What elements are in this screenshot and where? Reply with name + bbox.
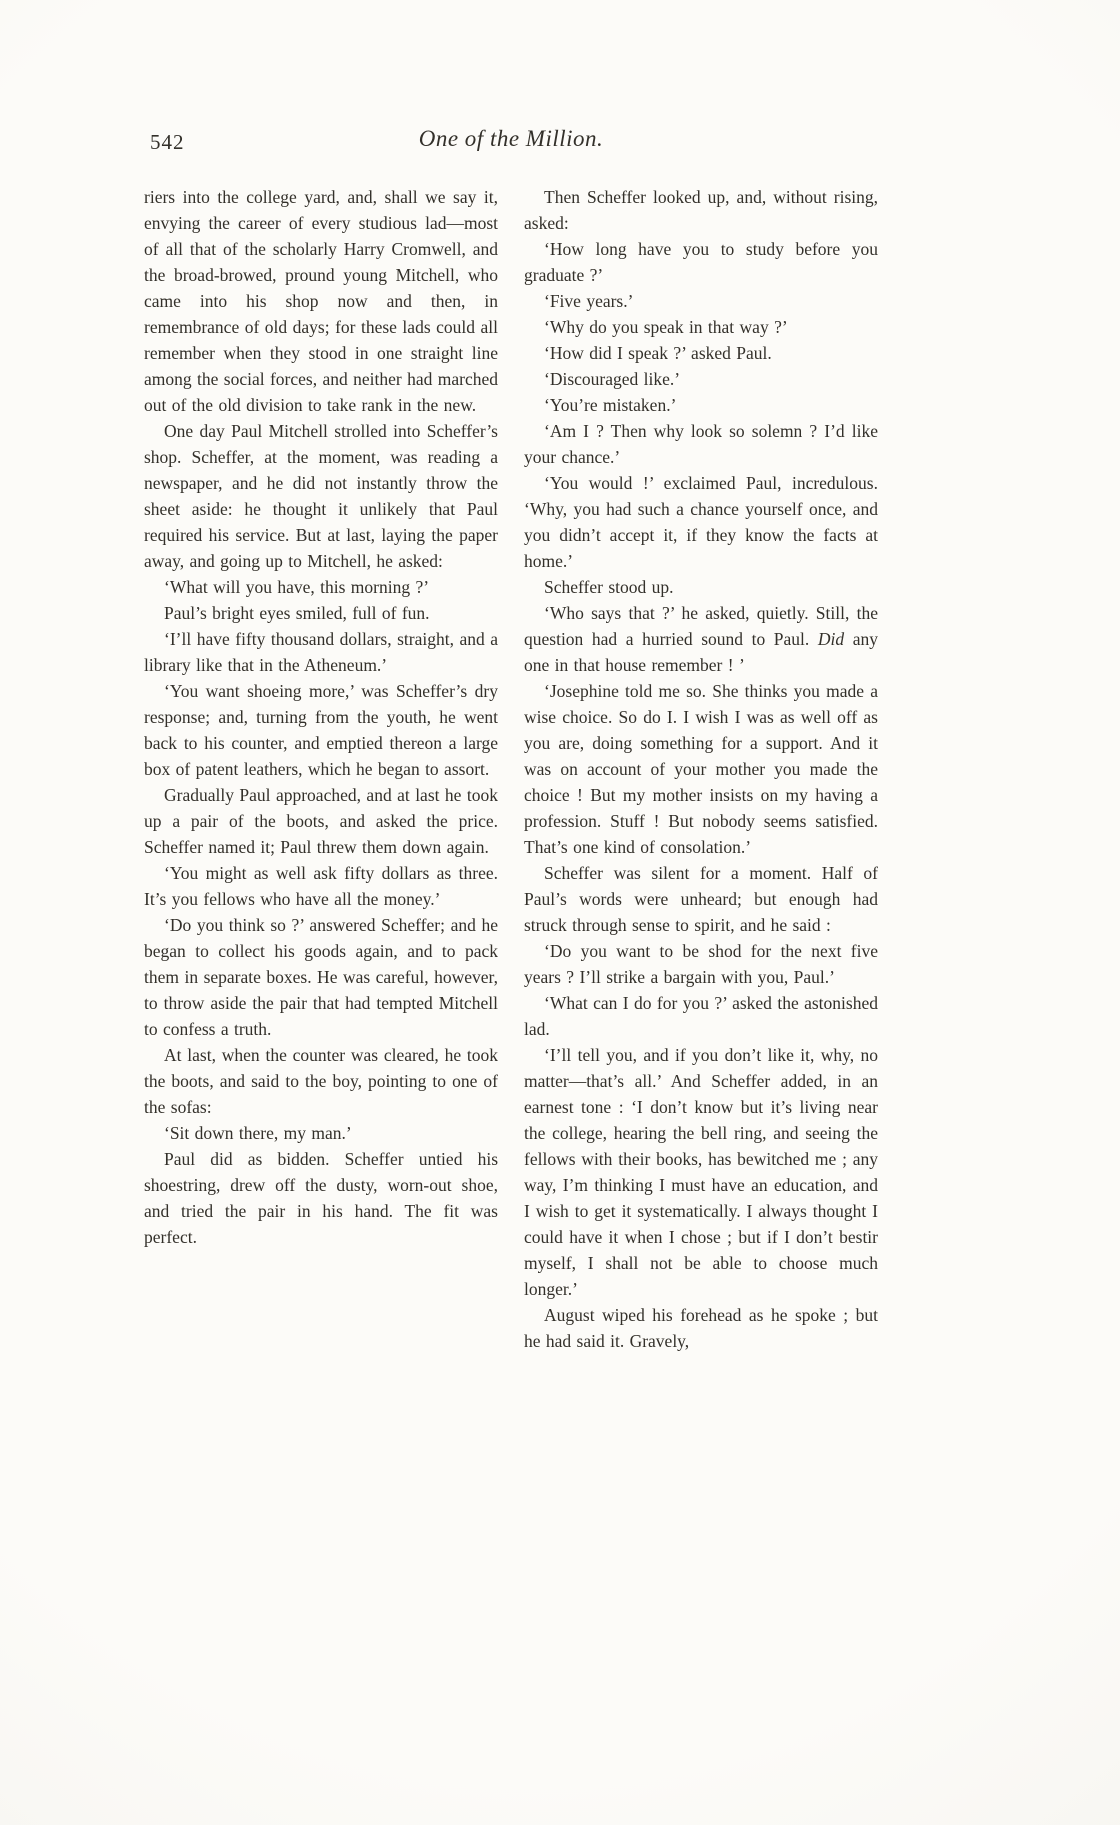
paragraph: ‘Discouraged like.’: [544, 369, 681, 389]
paragraph: Then Scheffer looked up, and, without rising, asked:: [524, 187, 878, 233]
text-columns: [144, 184, 878, 1354]
paragraph: ‘How long have you to study before you graduate ?’: [524, 239, 878, 285]
page-content: [144, 126, 878, 1354]
paragraph: ‘What can I do for you ?’ asked the astonished lad.: [524, 993, 878, 1039]
paragraph: ‘Five years.’: [544, 291, 634, 311]
paragraph: ‘Why do you speak in that way ?’: [544, 317, 788, 337]
paragraph: Gradually Paul approached, and at last he took up a pair of the boots, and asked the price. Scheffer named it; Paul threw them down again.: [144, 785, 498, 857]
paragraph: ‘Am I ? Then why look so solemn ? I’d like your chance.’: [524, 421, 878, 467]
paragraph: ‘Sit down there, my man.’: [164, 1123, 352, 1143]
paragraph: ‘You would !’ exclaimed Paul, incredulous. ‘Why, you had such a chance yourself once, and you didn’t accept it, if they know the facts at home.’: [524, 473, 878, 571]
paragraph: ‘Josephine told me so. She thinks you made a wise choice. So do I. I wish I was as well off as you are, doing something for a support. And it was on account of your mother you made the choice ! But my mother insists on my having a profession. Stuff ! But nobody seems satisfied. That’s one kind of consolation.’: [524, 681, 878, 857]
running-title: One of the Million.: [418, 126, 604, 151]
paragraph: Scheffer stood up.: [544, 577, 674, 597]
paragraph: ‘Do you want to be shod for the next five years ? I’ll strike a bargain with you, Paul.’: [524, 941, 878, 987]
paragraph: At last, when the counter was cleared, he took the boots, and said to the boy, pointing to one of the sofas:: [144, 1045, 498, 1117]
paragraph: Paul’s bright eyes smiled, full of fun.: [164, 603, 430, 623]
italic-text: Did: [817, 629, 845, 649]
paragraph: ‘How did I speak ?’ asked Paul.: [544, 343, 772, 363]
text-segment: any one in that house remember ! ’: [524, 629, 878, 675]
paragraph: ‘You want shoeing more,’ was Scheffer’s dry response; and, turning from the youth, he went back to his counter, and emptied thereon a large box of patent leathers, which he began to assort.: [144, 681, 498, 779]
text-segment: ‘Who says that ?’ he asked, quietly. Still, the question had a hurried sound to Paul.: [524, 603, 878, 649]
paragraph: ‘I’ll tell you, and if you don’t like it, why, no matter—that’s all.’ And Scheffer added, in an earnest tone : ‘I don’t know but it’s living near the college, hearing the bell ring, and seeing the fellows with their books, has bewitched me ; any way, I’m thinking I must have an education, and I wish to get it systematically. I always thought I could have it when I chose ; but if I don’t bestir myself, I shall not be able to choose much longer.’: [524, 1045, 878, 1299]
paragraph: ‘What will you have, this morning ?’: [164, 577, 430, 597]
paragraph: ‘You might as well ask fifty dollars as three. It’s you fellows who have all the money.’: [144, 863, 498, 909]
paragraph: ‘Do you think so ?’ answered Scheffer; and he began to collect his goods again, and to pack them in separate boxes. He was careful, however, to throw aside the pair that had tempted Mitchell to confess a truth.: [144, 915, 498, 1039]
paragraph: riers into the college yard, and, shall we say it, envying the career of every studious lad—most of all that of the scholarly Harry Cromwell, and the broad-browed, pround young Mitchell, who came into his shop now and then, in remembrance of old days; for these lads could all remember when they stood in one straight line among the social forces, and neither had marched out of the old division to take rank in the new.: [144, 187, 498, 415]
paragraph: Scheffer was silent for a moment. Half of Paul’s words were unheard; but enough had struck through sense to spirit, and he said :: [524, 863, 878, 935]
page-header: [144, 126, 878, 164]
left-column: [144, 184, 498, 1354]
paragraph: One day Paul Mitchell strolled into Scheffer’s shop. Scheffer, at the moment, was reading a newspaper, and he did not instantly throw the sheet aside: he thought it unlikely that Paul required his service. But at last, laying the paper away, and going up to Mitchell, he asked:: [144, 421, 498, 571]
paragraph: August wiped his forehead as he spoke ; but he had said it. Gravely,: [524, 1305, 878, 1351]
paragraph: [524, 600, 878, 678]
paragraph: ‘I’ll have fifty thousand dollars, straight, and a library like that in the Atheneum.’: [144, 629, 498, 675]
page-number: 542: [150, 130, 185, 154]
right-column: [524, 184, 878, 1354]
paragraph: Paul did as bidden. Scheffer untied his shoestring, drew off the dusty, worn-out shoe, and tried the pair in his hand. The fit was perfect.: [144, 1149, 498, 1247]
paragraph: ‘You’re mistaken.’: [544, 395, 677, 415]
